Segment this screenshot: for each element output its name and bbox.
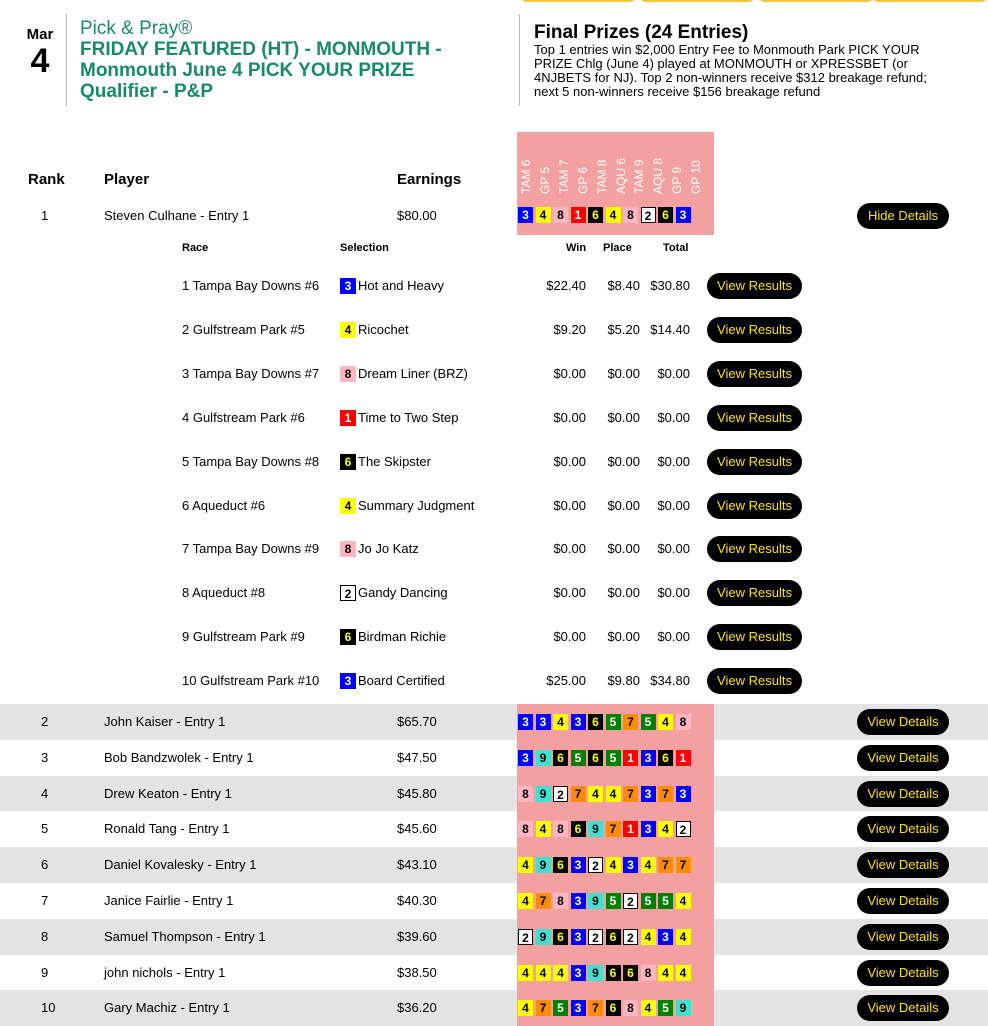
program-number: 4 [340,498,356,514]
program-number: 3 [340,673,356,689]
program-number: 3 [676,207,691,223]
program-number: 6 [658,750,673,766]
program-number: 5 [606,750,621,766]
rank-header: Rank [28,171,65,188]
program-number: 4 [641,929,656,945]
program-number: 9 [588,821,603,837]
table-row [0,704,988,740]
program-number: 8 [340,541,356,557]
rank-cell: 5 [41,821,49,837]
view-results-button[interactable]: View Results [707,273,802,299]
program-number: 8 [553,821,568,837]
place-cell: $0.00 [607,541,640,557]
rank-cell: 9 [41,964,49,980]
program-number: 9 [536,857,551,873]
program-number: 8 [623,207,638,223]
program-number: 5 [606,893,621,909]
selection-strip [517,963,693,983]
earnings-cell: $39.60 [397,928,437,944]
race-column-header [632,138,648,194]
total-cell: $0.00 [657,629,690,645]
view-details-button[interactable]: View Details [857,852,949,878]
divider [519,14,520,106]
program-number: 3 [641,750,656,766]
program-number: 6 [588,714,603,730]
win-cell: $9.20 [553,321,586,337]
detail-row [0,317,988,343]
view-results-button[interactable]: View Results [707,361,802,387]
selection-strip [517,891,693,911]
race-column-label: GP 10 [689,160,704,194]
program-number: 4 [641,1000,656,1016]
rank-cell: 1 [41,208,49,223]
horse-name: Gandy Dancing [358,585,448,601]
program-number: 7 [536,893,551,909]
program-number: 5 [641,714,656,730]
table-row [0,776,988,812]
detail-row [0,668,988,694]
win-cell: $25.00 [546,673,586,689]
earnings-cell: $45.80 [397,785,437,801]
program-number: 7 [606,821,621,837]
view-details-button[interactable]: View Details [857,888,949,914]
selection-strip [517,927,693,947]
program-number: 5 [553,1000,568,1016]
top-tab[interactable] [871,0,988,2]
race-cell: 9 Gulfstream Park #9 [182,629,305,645]
place-cell: $0.00 [607,453,640,469]
prizes-description: Top 1 entries win $2,000 Entry Fee to Monmouth Park PICK YOUR PRIZE Chlg (June 4) played at MONMOUTH or XPRESSBET (or 4NJBETS for NJ). Top 2 non-winners receive $312 breakage refund; next 5 non-winners receive $156 breakage refund [534,42,927,99]
program-number: 6 [340,454,356,470]
program-number: 3 [623,857,638,873]
race-cell: 10 Gulfstream Park #10 [182,673,320,689]
place-cell: $0.00 [607,585,640,601]
detail-total-header: Total [663,242,689,254]
program-number: 3 [536,714,551,730]
event-title: FRIDAY FEATURED (HT) - MONMOUTH - Monmouth June 4 PICK YOUR PRIZE Qualifier - P&P [80,39,442,102]
total-cell: $0.00 [657,409,690,425]
view-details-button[interactable]: View Details [857,709,949,735]
view-details-button[interactable]: View Details [857,781,949,807]
program-number: 6 [588,207,603,223]
earnings-cell: $47.50 [397,749,437,765]
top-tab[interactable] [757,0,875,2]
horse-name: Hot and Heavy [358,278,444,293]
player-cell: john nichols - Entry 1 [104,964,226,980]
program-number: 7 [623,714,638,730]
program-number: 6 [606,1000,621,1016]
race-column-label: TAM 7 [556,159,571,194]
program-number: 8 [676,714,691,730]
program-number: 4 [518,1000,533,1016]
program-number: 4 [658,965,673,981]
program-number: 8 [623,1000,638,1016]
program-number: 2 [588,857,603,873]
program-number: 1 [623,821,638,837]
race-cell: 2 Gulfstream Park #5 [182,321,305,337]
race-cell: 5 Tampa Bay Downs #8 [182,453,320,469]
horse-name: Board Certified [358,673,445,689]
win-cell: $0.00 [553,585,586,601]
program-number: 3 [571,857,586,873]
race-column-label: AQU 8 [651,157,666,194]
total-cell: $14.40 [650,321,690,337]
event-day: 4 [30,42,50,80]
program-number: 6 [606,965,621,981]
program-number: 4 [676,965,691,981]
event-title-block [80,18,490,102]
program-number: 4 [641,857,656,873]
view-results-button[interactable]: View Results [707,493,802,519]
program-number: 5 [606,714,621,730]
program-number: 3 [571,893,586,909]
program-number: 4 [676,929,691,945]
view-details-button[interactable]: View Details [857,995,949,1021]
table-row [0,883,988,919]
rank-cell: 8 [41,928,49,944]
detail-row [0,493,988,519]
race-column-label: GP 6 [575,166,590,194]
program-number: 9 [676,1000,691,1016]
player-cell: Drew Keaton - Entry 1 [104,785,232,801]
place-cell: $5.20 [607,321,640,337]
program-number: 8 [553,893,568,909]
rank-cell: 4 [41,785,49,801]
leader-row [0,205,988,227]
view-results-button[interactable]: View Results [707,668,802,694]
place-cell: $8.40 [607,278,640,293]
earnings-cell: $38.50 [397,964,437,980]
program-number: 8 [340,366,356,382]
earnings-cell: $40.30 [397,892,437,908]
detail-row [0,536,988,562]
horse-name: Jo Jo Katz [358,541,419,557]
player-cell: Gary Machiz - Entry 1 [104,1000,230,1016]
program-number: 1 [623,750,638,766]
race-cell: 1 Tampa Bay Downs #6 [182,278,320,293]
program-number: 8 [518,786,533,802]
view-results-button[interactable]: View Results [707,317,802,343]
program-number: 4 [340,322,356,338]
program-number: 6 [553,857,568,873]
program-number: 3 [571,929,586,945]
program-number: 7 [571,786,586,802]
table-row [0,847,988,883]
program-number: 6 [553,929,568,945]
race-column-header [651,138,667,194]
player-cell: Bob Bandzwolek - Entry 1 [104,749,254,765]
program-number: 2 [340,585,356,601]
program-number: 4 [658,821,673,837]
horse-name: Birdman Richie [358,629,447,645]
rank-cell: 3 [41,749,49,765]
program-number: 6 [571,821,586,837]
table-row [0,919,988,955]
program-number: 4 [606,857,621,873]
program-number: 8 [641,965,656,981]
program-number: 3 [571,714,586,730]
earnings-cell: $80.00 [397,208,437,223]
player-cell: John Kaiser - Entry 1 [104,714,226,729]
detail-row [0,449,988,475]
player-cell: Ronald Tang - Entry 1 [104,821,230,837]
place-cell: $9.80 [607,673,640,689]
race-column-label: TAM 6 [519,159,533,194]
program-number: 4 [536,965,551,981]
program-number: 9 [536,929,551,945]
win-cell: $0.00 [553,497,586,513]
race-column-label: TAM 9 [632,159,647,194]
top-tab-strip [519,0,988,2]
program-number: 7 [676,857,691,873]
program-number: 8 [553,207,568,223]
player-cell: Janice Fairlie - Entry 1 [104,892,234,908]
program-number: 9 [536,786,551,802]
race-column-label: TAM 8 [594,159,609,194]
race-cell: 4 Gulfstream Park #6 [182,409,305,425]
program-number: 7 [623,786,638,802]
race-column-label: AQU 6 [613,157,628,194]
total-cell: $0.00 [657,585,690,601]
program-number: 2 [676,821,691,837]
event-month: Mar [26,26,54,43]
prizes-panel [534,22,954,99]
race-cell: 7 Tampa Bay Downs #9 [182,541,320,557]
program-number: 2 [588,929,603,945]
program-number: 4 [606,207,621,223]
earnings-cell: $36.20 [397,1000,437,1016]
program-number: 4 [606,786,621,802]
program-number: 6 [588,750,603,766]
player-cell: Samuel Thompson - Entry 1 [104,928,266,944]
program-number: 2 [553,786,568,802]
earnings-cell: $65.70 [397,714,437,729]
earnings-cell: $43.10 [397,857,437,873]
player-cell: Daniel Kovalesky - Entry 1 [104,857,257,873]
detail-place-header: Place [603,242,632,254]
program-number: 6 [340,629,356,645]
total-cell: $0.00 [657,453,690,469]
program-number: 3 [340,278,356,294]
program-number: 1 [676,750,691,766]
place-cell: $0.00 [607,365,640,381]
event-date [22,26,58,79]
view-results-button[interactable]: View Results [707,624,802,650]
total-cell: $0.00 [657,541,690,557]
view-results-button[interactable]: View Results [707,536,802,562]
race-column-label: GP 9 [670,166,685,194]
win-cell: $22.40 [546,278,586,293]
win-cell: $0.00 [553,541,586,557]
player-header: Player [104,171,150,188]
program-number: 4 [588,786,603,802]
rank-cell: 2 [41,714,49,729]
program-number: 4 [536,821,551,837]
program-number: 4 [518,965,533,981]
selection-strip [517,712,693,732]
horse-name: Summary Judgment [358,497,475,513]
race-cell: 8 Aqueduct #8 [182,585,266,601]
race-cell: 3 Tampa Bay Downs #7 [182,365,320,381]
view-details-button[interactable]: View Details [857,960,949,986]
win-cell: $0.00 [553,409,586,425]
total-cell: $0.00 [657,497,690,513]
place-cell: $0.00 [607,497,640,513]
program-number: 3 [518,750,533,766]
view-results-button[interactable]: View Results [707,580,802,606]
rank-cell: 6 [41,857,49,873]
standings-list [0,704,988,1026]
view-details-button[interactable]: View Details [857,816,949,842]
program-number: 5 [658,893,673,909]
divider [66,14,67,106]
program-number: 6 [623,965,638,981]
program-number: 6 [606,929,621,945]
race-column-header [689,138,705,194]
top-tab[interactable] [638,0,756,2]
program-number: 3 [676,786,691,802]
program-number: 7 [658,786,673,802]
place-cell: $0.00 [607,629,640,645]
program-number: 6 [553,750,568,766]
program-number: 4 [676,893,691,909]
win-cell: $0.00 [553,365,586,381]
program-number: 4 [536,207,551,223]
total-cell: $0.00 [657,365,690,381]
program-number: 4 [553,965,568,981]
win-cell: $0.00 [553,453,586,469]
program-number: 7 [588,1000,603,1016]
detail-row [0,624,988,650]
program-number: 3 [571,965,586,981]
horse-name: Time to Two Step [358,409,459,425]
program-number: 7 [536,1000,551,1016]
program-number: 4 [518,893,533,909]
program-number: 2 [623,929,638,945]
program-number: 3 [518,207,533,223]
race-column-header [557,138,573,194]
place-cell: $0.00 [607,409,640,425]
detail-race-header: Race [182,242,209,254]
race-column-header [519,138,535,194]
race-column-header [670,138,686,194]
program-number: 3 [571,1000,586,1016]
program-number: 4 [658,714,673,730]
view-details-button[interactable]: View Details [857,745,949,771]
program-number: 5 [641,893,656,909]
race-column-header [614,138,630,194]
view-details-button[interactable]: View Details [857,924,949,950]
win-cell: $0.00 [553,629,586,645]
total-cell: $30.80 [650,278,690,293]
detail-win-header: Win [566,242,587,254]
detail-row [0,580,988,606]
selection-strip [517,855,693,875]
detail-row [0,405,988,431]
program-number: 4 [518,857,533,873]
rank-cell: 10 [41,1000,56,1016]
program-number: 9 [588,965,603,981]
detail-row [0,273,988,299]
program-number: 5 [658,1000,673,1016]
table-row [0,740,988,776]
prizes-heading: Final Prizes (24 Entries) [534,22,749,43]
program-number: 8 [518,821,533,837]
earnings-cell: $45.60 [397,821,437,837]
program-number: 2 [641,207,656,223]
program-number: 9 [588,893,603,909]
horse-name: The Skipster [358,453,431,469]
table-row [0,990,988,1026]
program-number: 3 [641,786,656,802]
program-number: 1 [340,410,356,426]
horse-name: Dream Liner (BRZ) [358,365,468,381]
program-number: 3 [658,929,673,945]
top-tab[interactable] [519,0,637,2]
program-number: 7 [658,857,673,873]
selection-strip [517,819,693,839]
race-column-label: GP 5 [537,166,552,194]
table-row [0,811,988,847]
rank-cell: 7 [41,892,49,908]
view-results-button[interactable]: View Results [707,405,802,431]
program-number: 9 [536,750,551,766]
program-number: 4 [553,714,568,730]
program-number: 2 [623,893,638,909]
player-cell: Steven Culhane - Entry 1 [104,208,250,223]
program-number: 3 [518,714,533,730]
program-number: 6 [658,207,673,223]
table-row [0,955,988,991]
view-results-button[interactable]: View Results [707,449,802,475]
total-cell: $34.80 [650,673,690,689]
selection-strip [517,784,693,804]
program-number: 1 [571,207,586,223]
program-number: 3 [641,821,656,837]
detail-selection-header: Selection [340,242,389,254]
race-cell: 6 Aqueduct #6 [182,497,266,513]
selection-strip [517,205,693,225]
event-brand: Pick & Pray® [80,18,193,39]
program-number: 5 [571,750,586,766]
race-column-header [538,138,554,194]
horse-name: Ricochet [358,321,409,337]
program-number: 2 [518,929,533,945]
detail-row [0,361,988,387]
earnings-header: Earnings [397,171,462,188]
selection-strip [517,748,693,768]
selection-strip [517,998,693,1018]
hide-details-button[interactable]: Hide Details [857,203,949,229]
race-column-header [595,138,611,194]
race-column-header [576,138,592,194]
